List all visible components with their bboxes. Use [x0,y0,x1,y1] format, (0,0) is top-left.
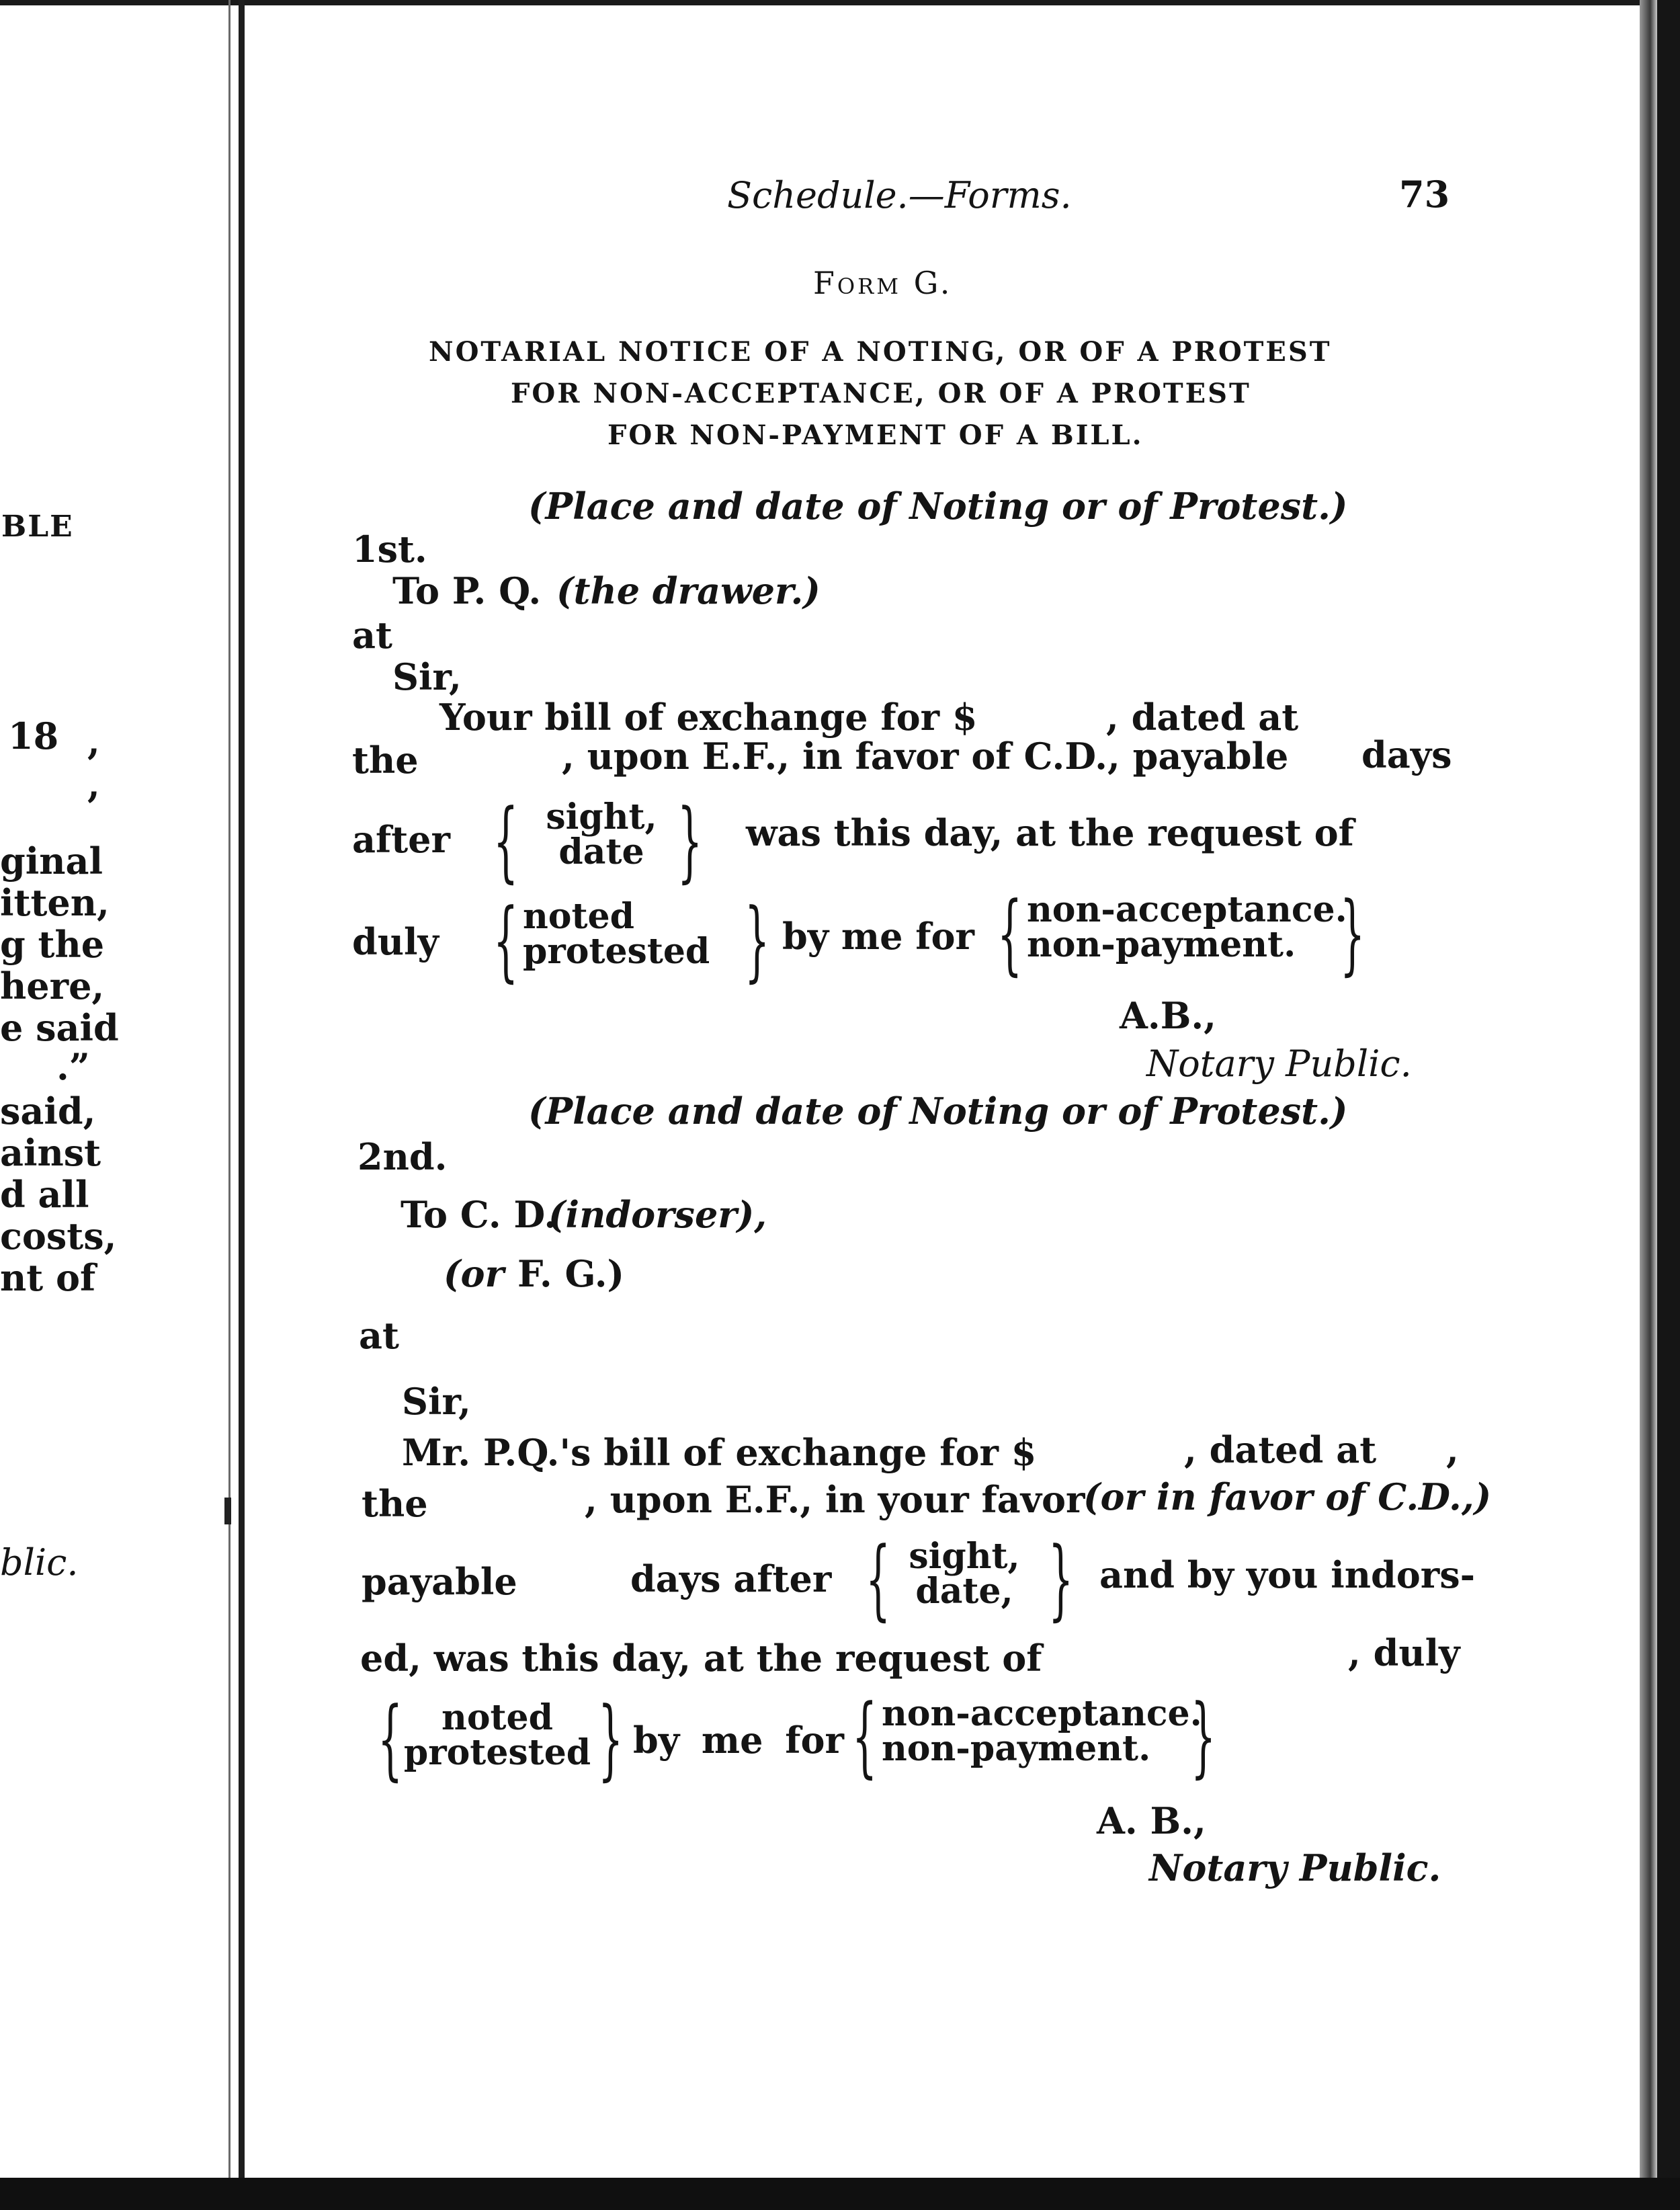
left-fragment-line: said, [0,1090,96,1133]
acceptance-payment-stack [1027,889,1347,965]
option-date: date, [915,1571,1013,1612]
option-protested: protested [403,1732,591,1773]
body-text: duly [352,920,439,963]
body-text: , dated at [1106,696,1299,739]
left-fragment-line: itten, [0,881,110,924]
left-brace: { [866,1528,891,1630]
body-text: after [352,818,450,861]
left-fragment-line: ginal [0,840,103,883]
left-fragment-ble: BLE [1,509,74,544]
running-title: Schedule.—Forms. [727,174,1072,216]
left-fragment-line: d all [0,1173,89,1216]
left-fragment-comma: , [87,720,100,763]
page-number: 73 [1399,173,1450,216]
body-text: payable [362,1560,517,1603]
acceptance-payment-stack [882,1693,1202,1769]
body-text: (or in favor of C.D.,) [1083,1475,1492,1518]
heading-line: FOR NON-ACCEPTANCE, OR OF A PROTEST [511,378,1251,409]
scan-top-border [0,0,1680,5]
body-text: , upon E.F., in favor of C.D., payable [562,735,1289,778]
left-fragment-comma: , [87,763,100,806]
right-brace: } [598,1688,624,1790]
body-text: days [1361,733,1452,776]
left-brace: { [378,1688,403,1790]
scan-bottom-border [0,2178,1680,2210]
noted-protested-stack [403,1697,591,1773]
body-text: the [362,1482,428,1525]
left-brace: { [997,883,1023,985]
left-fragment-signature: blic. [0,1541,79,1584]
binding-mark [224,1498,231,1524]
option-sight: sight, [546,796,657,837]
right-brace: } [677,790,703,892]
body-text: , dated at [1184,1428,1377,1471]
left-fragment-line: e said [0,1006,119,1049]
left-fragment-line: nt of [0,1256,96,1299]
option-noted: noted [523,896,634,937]
signer-name: A.B., [1120,994,1216,1037]
body-text: , upon E.F., in your favor [585,1478,1085,1521]
left-brace: { [852,1685,878,1787]
option-noted: noted [442,1697,553,1738]
option-protested: protested [523,931,710,972]
addressee-role: (the drawer.) [556,569,821,612]
place-date-line: (Place and date of Noting or of Protest.) [528,485,1348,528]
heading-line: FOR NON-PAYMENT OF A BILL. [607,419,1144,451]
option-non-payment: non-payment. [882,1728,1151,1769]
scan-right-border [1657,0,1680,2210]
alternate-prefix: (or [444,1252,505,1295]
signer-name: A. B., [1097,1799,1206,1842]
option-non-payment: non-payment. [1027,924,1296,965]
left-fragment-line: here, [0,965,105,1008]
option-sight: sight, [909,1536,1020,1577]
alternate-name: F. G.) [517,1252,625,1295]
body-text: was this day, at the request of [746,811,1354,854]
signer-title: Notary Public. [1149,1846,1441,1889]
left-fragment-line: ainst [0,1131,101,1174]
body-text: ed, was this day, at the request of [360,1637,1042,1680]
body-text: Your bill of exchange for $ [439,696,978,739]
right-brace: } [1191,1685,1216,1787]
addressee-role: (indorser), [548,1193,767,1236]
body-text: , [1446,1428,1459,1471]
left-fragment-year: 18 [8,714,59,758]
page-gutter [239,0,245,2210]
left-fragment-line: .” [56,1045,90,1088]
option-non-acceptance: non-acceptance. [882,1693,1202,1734]
noted-protested-stack [523,896,710,972]
page-edge [1640,0,1657,2210]
addressee: To C. D. [401,1193,557,1236]
form-title: Form G. [813,265,953,301]
body-text: by me for [633,1719,844,1762]
ordinal-first: 1st. [352,528,427,571]
sight-date-stack [531,796,672,872]
right-brace: } [745,889,770,991]
left-fragment-line: costs, [0,1215,117,1258]
salutation: Sir, [402,1380,471,1423]
body-text: , duly [1348,1631,1460,1674]
right-brace: } [1340,883,1366,985]
place-date-line: (Place and date of Noting or of Protest.) [528,1090,1348,1133]
option-non-acceptance: non-acceptance. [1027,889,1347,930]
body-text: Mr. P.Q.'s bill of exchange for $ [402,1431,1037,1474]
gutter-shadow [228,0,230,2210]
left-brace: { [493,889,519,991]
right-brace: } [1048,1528,1074,1630]
at-label: at [352,614,392,657]
heading-line: NOTARIAL NOTICE OF A NOTING, OR OF A PROTEST [429,336,1332,368]
body-text: by me for [782,915,974,958]
option-date: date [558,831,644,872]
signer-title: Notary Public. [1146,1042,1412,1085]
body-text: and by you indors- [1099,1553,1476,1596]
ordinal-second: 2nd. [358,1135,448,1178]
left-brace: { [493,790,519,892]
sight-date-stack [894,1536,1035,1612]
left-fragment-line: g the [0,923,105,966]
salutation: Sir, [392,655,462,698]
addressee: To P. Q. [392,569,542,612]
body-text: days after [630,1557,832,1600]
at-label: at [359,1314,399,1357]
body-text: the [352,739,419,782]
